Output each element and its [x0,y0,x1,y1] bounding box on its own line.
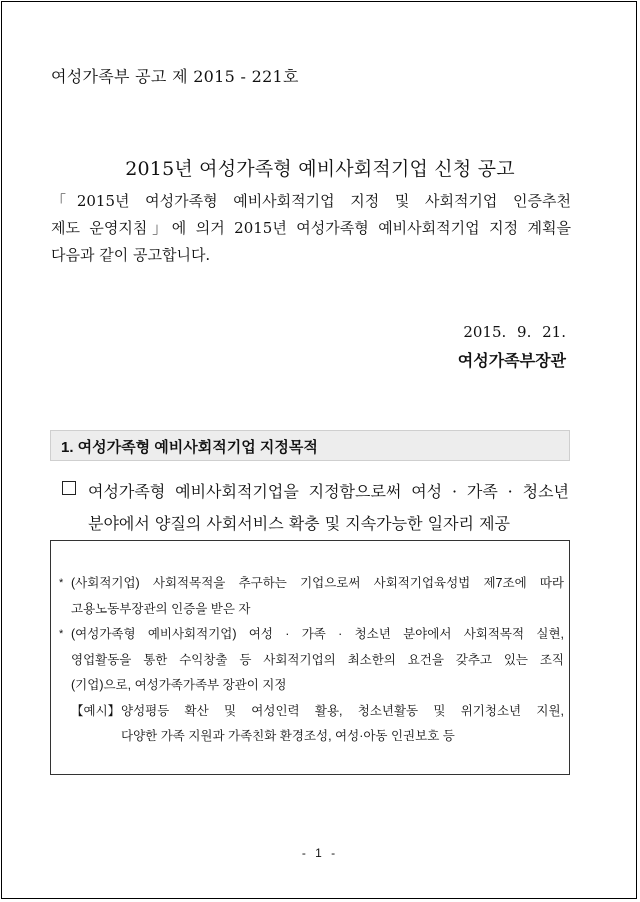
example-item [59,699,564,750]
intro-line: 「2015년 여성가족형 예비사회적기업 지정 및 사회적기업 인증추천 [51,192,571,210]
note-line: (사회적기업) 사회적목적을 추구하는 기업으로써 사회적기업육성법 제7조에 따라 [71,576,564,590]
page-number: - 1 - [301,846,339,860]
purpose-statement [88,476,569,540]
note-item [59,571,564,622]
definition-note-box [50,540,570,775]
note-line: 영업활동을 통한 수익창출 등 사회적기업의 최소한의 요건을 갖추고 있는 조직 [71,652,564,667]
document-title: 2015년 여성가족형 예비사회적기업 신청 공고 [125,158,515,180]
purpose-line: 분야에서 양질의 사회서비스 확충 및 지속가능한 일자리 제공 [88,514,511,533]
note-line: 고용노동부장관의 인증을 받은 자 [71,601,251,616]
checkbox-bullet-icon [62,481,76,495]
example-line: 다양한 가족 지원과 가족친화 환경조성, 여성·아동 인권보호 등 [121,729,455,743]
note-marker: * [59,628,64,640]
issuer-name: 여성가족부장관 [457,351,566,370]
document-page [1,1,637,899]
intro-line: 다음과 같이 공고합니다. [51,246,211,264]
example-label: 【예시】 [71,703,121,718]
section-heading: 1. 여성가족형 예비사회적기업 지정목적 [61,439,318,456]
section-heading-bar [50,430,570,461]
note-line: (여성가족형 예비사회적기업) 여성 · 가족 · 청소년 분야에서 사회적목적 실현, [71,627,564,641]
intro-line: 제도 운영지침」에 의거 2015년 여성가족형 예비사회적기업 지정 계획을 [51,219,571,237]
notes-list [59,571,564,750]
notice-date: 2015. 9. 21. [463,323,566,341]
intro-paragraph [51,188,571,269]
purpose-line: 여성가족형 예비사회적기업을 지정함으로써 여성 · 가족 · 청소년 [88,482,569,501]
note-line: (기업)으로, 여성가족가족부 장관이 지정 [71,678,287,692]
example-line: 양성평등 확산 및 여성인력 활용, 청소년활동 및 위기청소년 지원, [121,703,564,718]
note-marker: * [59,577,64,589]
note-item [59,622,564,699]
notice-number: 여성가족부 공고 제 2015 - 221호 [51,67,299,86]
